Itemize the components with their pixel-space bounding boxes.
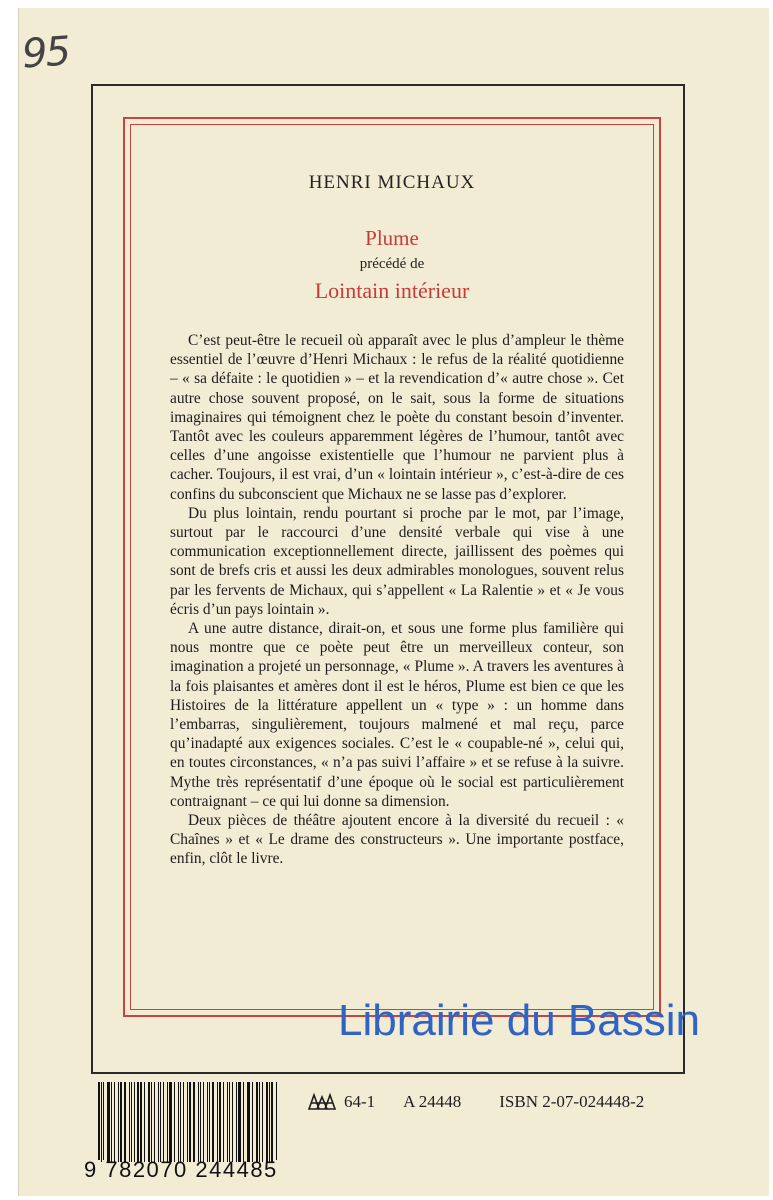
- isbn-barcode: [98, 1082, 278, 1162]
- barcode-bar: [236, 1082, 238, 1162]
- barcode-bar: [203, 1082, 205, 1162]
- book-subtitle: Lointain intérieur: [314, 278, 470, 303]
- blurb-paragraph-3: A une autre distance, dirait-on, et sous une forme plus familière qui nous montre que ce poète peut être un merveilleux conteur, son imagination a projeté un personnage, « Plume ». A travers les aventures à la fois plaisantes et amères dont il est le héros, Plume est bien ce que les Histoires de la littérature appellent un « type » : un homme dans l’embarras, singulièrement, toujours malmené et mal reçu, parce qu’inadapté aux exigences sociales. C’est le « coupable-né », celui qui, en toutes circonstances, « n’a pas suivi l’affaire » et se refuse à la suivre. Mythe très représentatif d’une époque où le social est particulièrement contraignant – ce qui lui donne sa dimension.: [170, 620, 624, 810]
- barcode-bar: [174, 1082, 175, 1162]
- barcode-bar: [209, 1082, 210, 1162]
- barcode-bar: [183, 1082, 184, 1162]
- handwritten-price-note: 95: [20, 28, 71, 78]
- blurb-paragraph-1: C’est peut-être le recueil où apparaît avec le plus d’ampleur le thème essentiel de l’œuvre d’Henri Michaux : le refus de la réalité quotidienne – « sa défaite : le quotidien » – et la revendication d’« autre chose ». Cet autre chose souvent proposé, on le sait, sous la forme de situations imaginaires qui témoignent chez le poète du constant besoin d’inventer. Tantôt avec les couleurs apparemment légères de l’humour, tantôt avec celles d’une angoisse existentielle que l’humour ne parvient plus à cacher. Toujours, il est vrai, d’un « lointain intérieur », c’est-à-dire de ces confins du subconscient que Michaux ne se lasse pas d’explorer.: [170, 332, 624, 503]
- barcode-bar: [212, 1082, 214, 1162]
- barcode-bar: [98, 1082, 100, 1160]
- barcode-bar: [154, 1082, 155, 1162]
- barcode-bar: [256, 1082, 258, 1162]
- barcode-bar: [160, 1082, 161, 1162]
- barcode-bar: [271, 1082, 273, 1162]
- barcode-bar: [217, 1082, 218, 1162]
- barcode-bar: [232, 1082, 233, 1162]
- barcode-bar: [118, 1082, 119, 1162]
- barcode-bar: [111, 1082, 113, 1162]
- barcode-bar: [269, 1082, 270, 1162]
- barcode-bar: [107, 1082, 109, 1162]
- author-name: HENRI MICHAUX: [308, 172, 476, 193]
- barcode-bar: [189, 1082, 191, 1162]
- barcode-bar: [276, 1082, 277, 1160]
- barcode-bar: [101, 1082, 102, 1162]
- barcode-bar: [134, 1082, 135, 1162]
- barcode-bar: [223, 1082, 225, 1162]
- barcode-bar: [193, 1082, 195, 1162]
- barcode-bar: [144, 1082, 145, 1162]
- blurb-paragraph-4: Deux pièces de théâtre ajoutent encore à la diversité du recueil : « Chaînes » et « Le drame des constructeurs ». Une importante postface, enfin, clôt le livre.: [170, 812, 624, 868]
- barcode-bar: [151, 1082, 152, 1162]
- barcode-bar: [259, 1082, 260, 1162]
- barcode-digits: 9 782070 244485: [84, 1157, 278, 1182]
- barcode-bar: [180, 1082, 181, 1162]
- barcode-bar: [137, 1082, 139, 1162]
- barcode-bar: [262, 1082, 263, 1162]
- blurb-text: [170, 331, 624, 869]
- series-code: 64-1: [344, 1092, 376, 1111]
- barcode-bar: [238, 1082, 240, 1162]
- barcode-bar: [219, 1082, 221, 1162]
- barcode-bar: [158, 1082, 160, 1162]
- barcode-bar: [167, 1082, 169, 1162]
- barcode-bar: [187, 1082, 188, 1162]
- gallimard-nrf-logo-icon: [306, 1091, 336, 1113]
- barcode-bar: [140, 1082, 142, 1162]
- barcode-bar: [124, 1082, 126, 1162]
- barcode-bar: [163, 1082, 164, 1162]
- barcode-bar: [207, 1082, 208, 1162]
- barcode-bar: [266, 1082, 268, 1162]
- barcode-bar: [198, 1082, 199, 1162]
- barcode-bar: [148, 1082, 150, 1162]
- barcode-bar: [248, 1082, 250, 1162]
- barcode-bar: [131, 1082, 132, 1162]
- barcode-bar: [243, 1082, 244, 1162]
- barcode-bar: [129, 1082, 130, 1162]
- barcode-bar: [169, 1082, 171, 1162]
- seller-watermark: Librairie du Bassin: [338, 996, 700, 1045]
- barcode-bar: [120, 1082, 122, 1162]
- barcode-bar: [103, 1082, 104, 1160]
- book-title: Plume: [365, 226, 419, 250]
- publisher-codes: [306, 1091, 644, 1113]
- barcode-bar: [227, 1082, 228, 1162]
- barcode-bar: [229, 1082, 230, 1162]
- barcode-bar: [252, 1082, 253, 1162]
- catalog-code: A 24448: [403, 1092, 462, 1111]
- title-connector: précédé de: [359, 256, 425, 272]
- barcode-bar: [247, 1082, 248, 1162]
- blurb-paragraph-2: Du plus lointain, rendu pourtant si proche par le mot, par l’image, surtout par le raccourci d’une densité verbale qui vise à une communication exceptionnellement directe, jaillissent des poèmes qui sont de brefs cris et aussi les deux admirables monologues, souvent relus par les fervents de Michaux, qui s’appellent « La Ralentie » et « Je vous écris d’un pays lointain ».: [170, 504, 624, 618]
- barcode-bar: [200, 1082, 201, 1162]
- isbn-number: ISBN 2-07-024448-2: [499, 1092, 645, 1111]
- barcode-bar: [114, 1082, 115, 1162]
- barcode-bar: [178, 1082, 180, 1162]
